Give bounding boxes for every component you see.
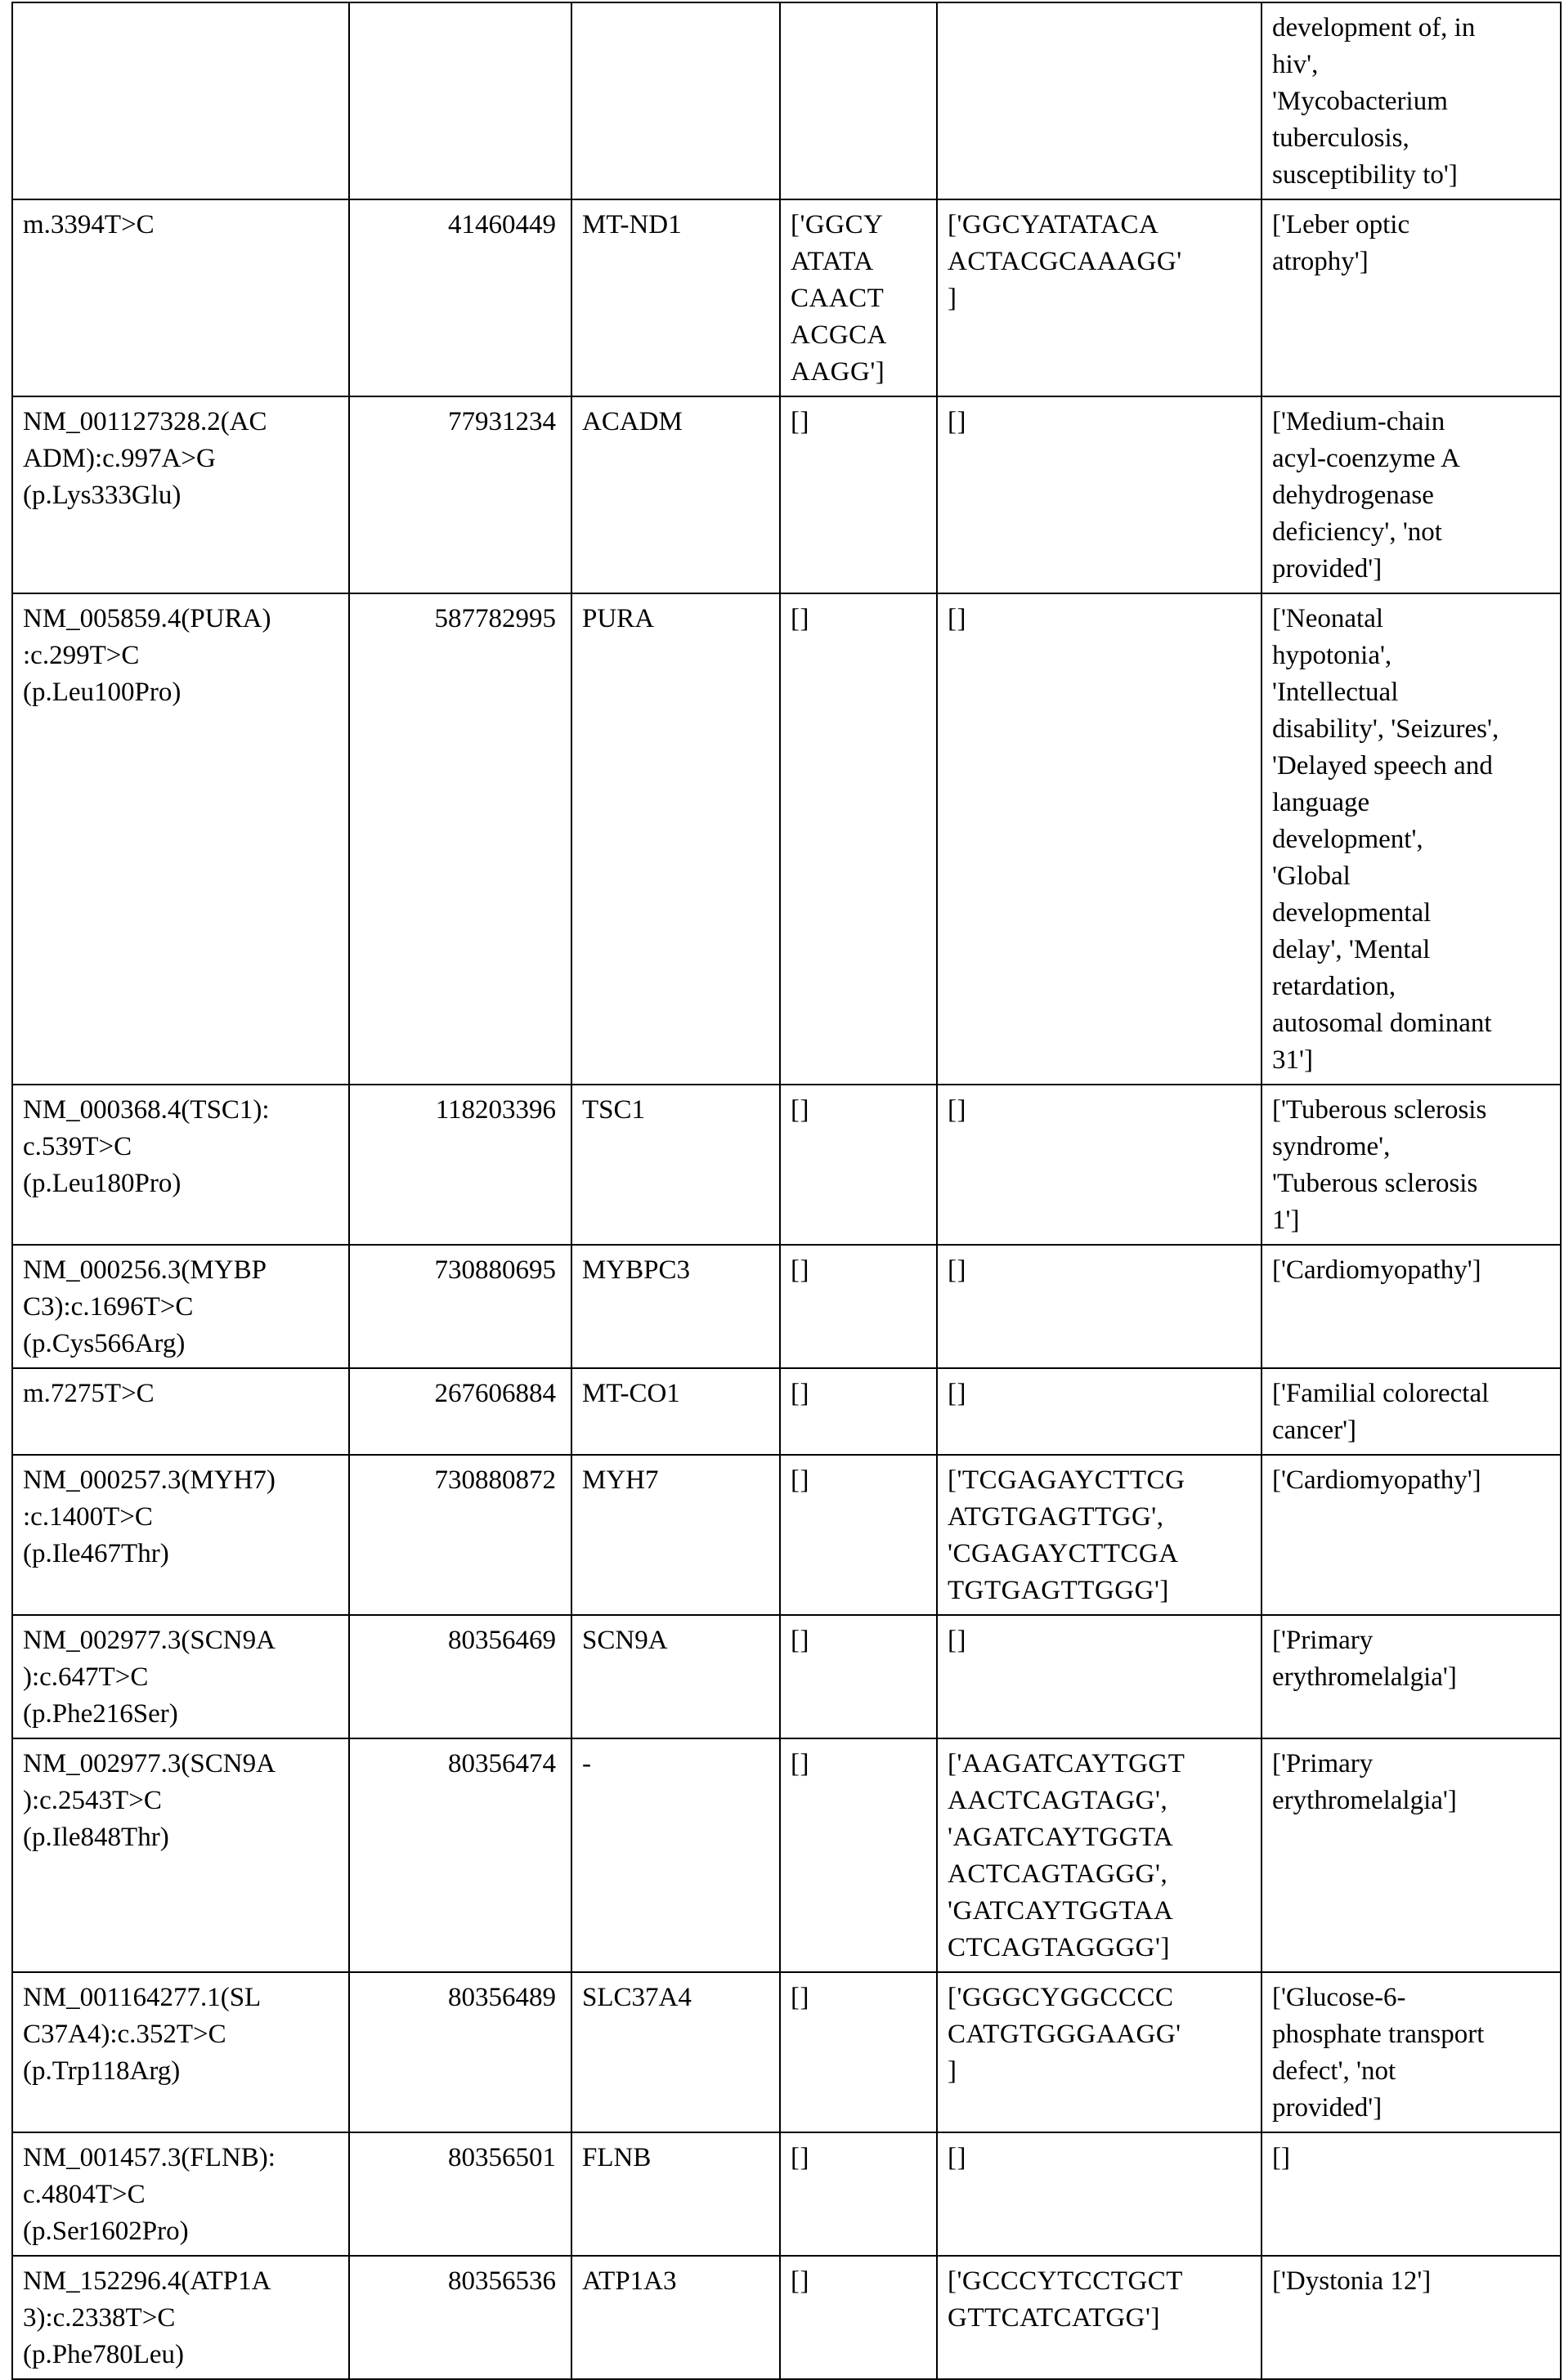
variant-cell: m.3394T>C bbox=[12, 199, 349, 396]
sequence-b-cell: [] bbox=[937, 1368, 1262, 1455]
sequence-b-cell: ['AAGATCAYTGGT AACTCAGTAGG', 'AGATCAYTGGTA ACTCAGTAGGG', 'GATCAYTGGTAA CTCAGTAGGGG'] bbox=[937, 1738, 1262, 1972]
sequence-a-cell: [] bbox=[780, 1972, 937, 2132]
variant-cell: NM_002977.3(SCN9A ):c.647T>C (p.Phe216Ser) bbox=[12, 1615, 349, 1738]
condition-cell: development of, in hiv', 'Mycobacterium tuberculosis, susceptibility to'] bbox=[1262, 2, 1561, 199]
gene-cell: - bbox=[571, 1738, 780, 1972]
condition-cell: ['Dystonia 12'] bbox=[1262, 2256, 1561, 2379]
id-cell: 80356489 bbox=[349, 1972, 571, 2132]
variant-cell bbox=[12, 2, 349, 199]
sequence-a-cell: [] bbox=[780, 1085, 937, 1245]
condition-cell: ['Familial colorectal cancer'] bbox=[1262, 1368, 1561, 1455]
condition-cell: ['Cardiomyopathy'] bbox=[1262, 1455, 1561, 1615]
condition-cell: [] bbox=[1262, 2132, 1561, 2256]
variant-cell: NM_001457.3(FLNB): c.4804T>C (p.Ser1602Pro) bbox=[12, 2132, 349, 2256]
gene-cell: TSC1 bbox=[571, 1085, 780, 1245]
table-row bbox=[12, 199, 1561, 396]
id-cell: 730880872 bbox=[349, 1455, 571, 1615]
table-row bbox=[12, 1455, 1561, 1615]
sequence-a-cell: [] bbox=[780, 396, 937, 593]
gene-cell: MT-ND1 bbox=[571, 199, 780, 396]
variant-cell: NM_005859.4(PURA) :c.299T>C (p.Leu100Pro) bbox=[12, 593, 349, 1085]
variant-cell: NM_000368.4(TSC1): c.539T>C (p.Leu180Pro) bbox=[12, 1085, 349, 1245]
id-cell bbox=[349, 2, 571, 199]
sequence-b-cell bbox=[937, 2, 1262, 199]
gene-cell: FLNB bbox=[571, 2132, 780, 2256]
sequence-a-cell: [] bbox=[780, 1245, 937, 1368]
id-cell: 267606884 bbox=[349, 1368, 571, 1455]
document-page bbox=[11, 2, 1560, 2380]
table-row bbox=[12, 1245, 1561, 1368]
variant-cell: NM_152296.4(ATP1A 3):c.2338T>C (p.Phe780Leu) bbox=[12, 2256, 349, 2379]
sequence-b-cell: ['GGGCYGGCCCC CATGTGGGAAGG' ] bbox=[937, 1972, 1262, 2132]
id-cell: 41460449 bbox=[349, 199, 571, 396]
sequence-b-cell: [] bbox=[937, 396, 1262, 593]
variant-cell: NM_002977.3(SCN9A ):c.2543T>C (p.Ile848Thr) bbox=[12, 1738, 349, 1972]
variant-cell: NM_001127328.2(AC ADM):c.997A>G (p.Lys333Glu) bbox=[12, 396, 349, 593]
gene-cell: ATP1A3 bbox=[571, 2256, 780, 2379]
table-row bbox=[12, 1738, 1561, 1972]
sequence-a-cell: [] bbox=[780, 2256, 937, 2379]
table-row bbox=[12, 1368, 1561, 1455]
condition-cell: ['Tuberous sclerosis syndrome', 'Tuberous sclerosis 1'] bbox=[1262, 1085, 1561, 1245]
sequence-a-cell: [] bbox=[780, 1738, 937, 1972]
sequence-b-cell: ['GGCYATATACA ACTACGCAAAGG' ] bbox=[937, 199, 1262, 396]
sequence-b-cell: [] bbox=[937, 1085, 1262, 1245]
table-row bbox=[12, 1972, 1561, 2132]
gene-cell: SLC37A4 bbox=[571, 1972, 780, 2132]
id-cell: 730880695 bbox=[349, 1245, 571, 1368]
variant-cell: NM_001164277.1(SL C37A4):c.352T>C (p.Trp118Arg) bbox=[12, 1972, 349, 2132]
condition-cell: ['Glucose-6- phosphate transport defect', 'not provided'] bbox=[1262, 1972, 1561, 2132]
gene-cell: MT-CO1 bbox=[571, 1368, 780, 1455]
sequence-a-cell: [] bbox=[780, 593, 937, 1085]
variant-cell: NM_000257.3(MYH7) :c.1400T>C (p.Ile467Thr) bbox=[12, 1455, 349, 1615]
table-row bbox=[12, 2132, 1561, 2256]
sequence-a-cell: [] bbox=[780, 1368, 937, 1455]
sequence-a-cell: [] bbox=[780, 2132, 937, 2256]
id-cell: 80356501 bbox=[349, 2132, 571, 2256]
id-cell: 80356469 bbox=[349, 1615, 571, 1738]
table-row bbox=[12, 593, 1561, 1085]
sequence-b-cell: [] bbox=[937, 593, 1262, 1085]
id-cell: 80356536 bbox=[349, 2256, 571, 2379]
sequence-a-cell: [] bbox=[780, 1455, 937, 1615]
condition-cell: ['Medium-chain acyl-coenzyme A dehydrogenase deficiency', 'not provided'] bbox=[1262, 396, 1561, 593]
variant-cell: NM_000256.3(MYBP C3):c.1696T>C (p.Cys566Arg) bbox=[12, 1245, 349, 1368]
sequence-b-cell: ['TCGAGAYCTTCG ATGTGAGTTGG', 'CGAGAYCTTCGA TGTGAGTTGGG'] bbox=[937, 1455, 1262, 1615]
table-body bbox=[12, 2, 1561, 2379]
id-cell: 77931234 bbox=[349, 396, 571, 593]
gene-cell: MYH7 bbox=[571, 1455, 780, 1615]
sequence-b-cell: [] bbox=[937, 2132, 1262, 2256]
gene-cell: PURA bbox=[571, 593, 780, 1085]
gene-cell: ACADM bbox=[571, 396, 780, 593]
gene-cell: MYBPC3 bbox=[571, 1245, 780, 1368]
condition-cell: ['Leber optic atrophy'] bbox=[1262, 199, 1561, 396]
variant-table bbox=[11, 2, 1562, 2380]
gene-cell: SCN9A bbox=[571, 1615, 780, 1738]
sequence-a-cell: [] bbox=[780, 1615, 937, 1738]
gene-cell bbox=[571, 2, 780, 199]
table-row bbox=[12, 396, 1561, 593]
sequence-a-cell: ['GGCY ATATA CAACT ACGCA AAGG'] bbox=[780, 199, 937, 396]
table-row bbox=[12, 2, 1561, 199]
sequence-b-cell: ['GCCCYTCCTGCT GTTCATCATGG'] bbox=[937, 2256, 1262, 2379]
sequence-b-cell: [] bbox=[937, 1615, 1262, 1738]
condition-cell: ['Primary erythromelalgia'] bbox=[1262, 1738, 1561, 1972]
variant-cell: m.7275T>C bbox=[12, 1368, 349, 1455]
condition-cell: ['Primary erythromelalgia'] bbox=[1262, 1615, 1561, 1738]
id-cell: 118203396 bbox=[349, 1085, 571, 1245]
sequence-b-cell: [] bbox=[937, 1245, 1262, 1368]
id-cell: 80356474 bbox=[349, 1738, 571, 1972]
table-row bbox=[12, 2256, 1561, 2379]
table-row bbox=[12, 1615, 1561, 1738]
id-cell: 587782995 bbox=[349, 593, 571, 1085]
condition-cell: ['Cardiomyopathy'] bbox=[1262, 1245, 1561, 1368]
table-row bbox=[12, 1085, 1561, 1245]
sequence-a-cell bbox=[780, 2, 937, 199]
condition-cell: ['Neonatal hypotonia', 'Intellectual disability', 'Seizures', 'Delayed speech and language development', 'Global developmental delay', 'Mental retardation, autosomal dominant 31'] bbox=[1262, 593, 1561, 1085]
